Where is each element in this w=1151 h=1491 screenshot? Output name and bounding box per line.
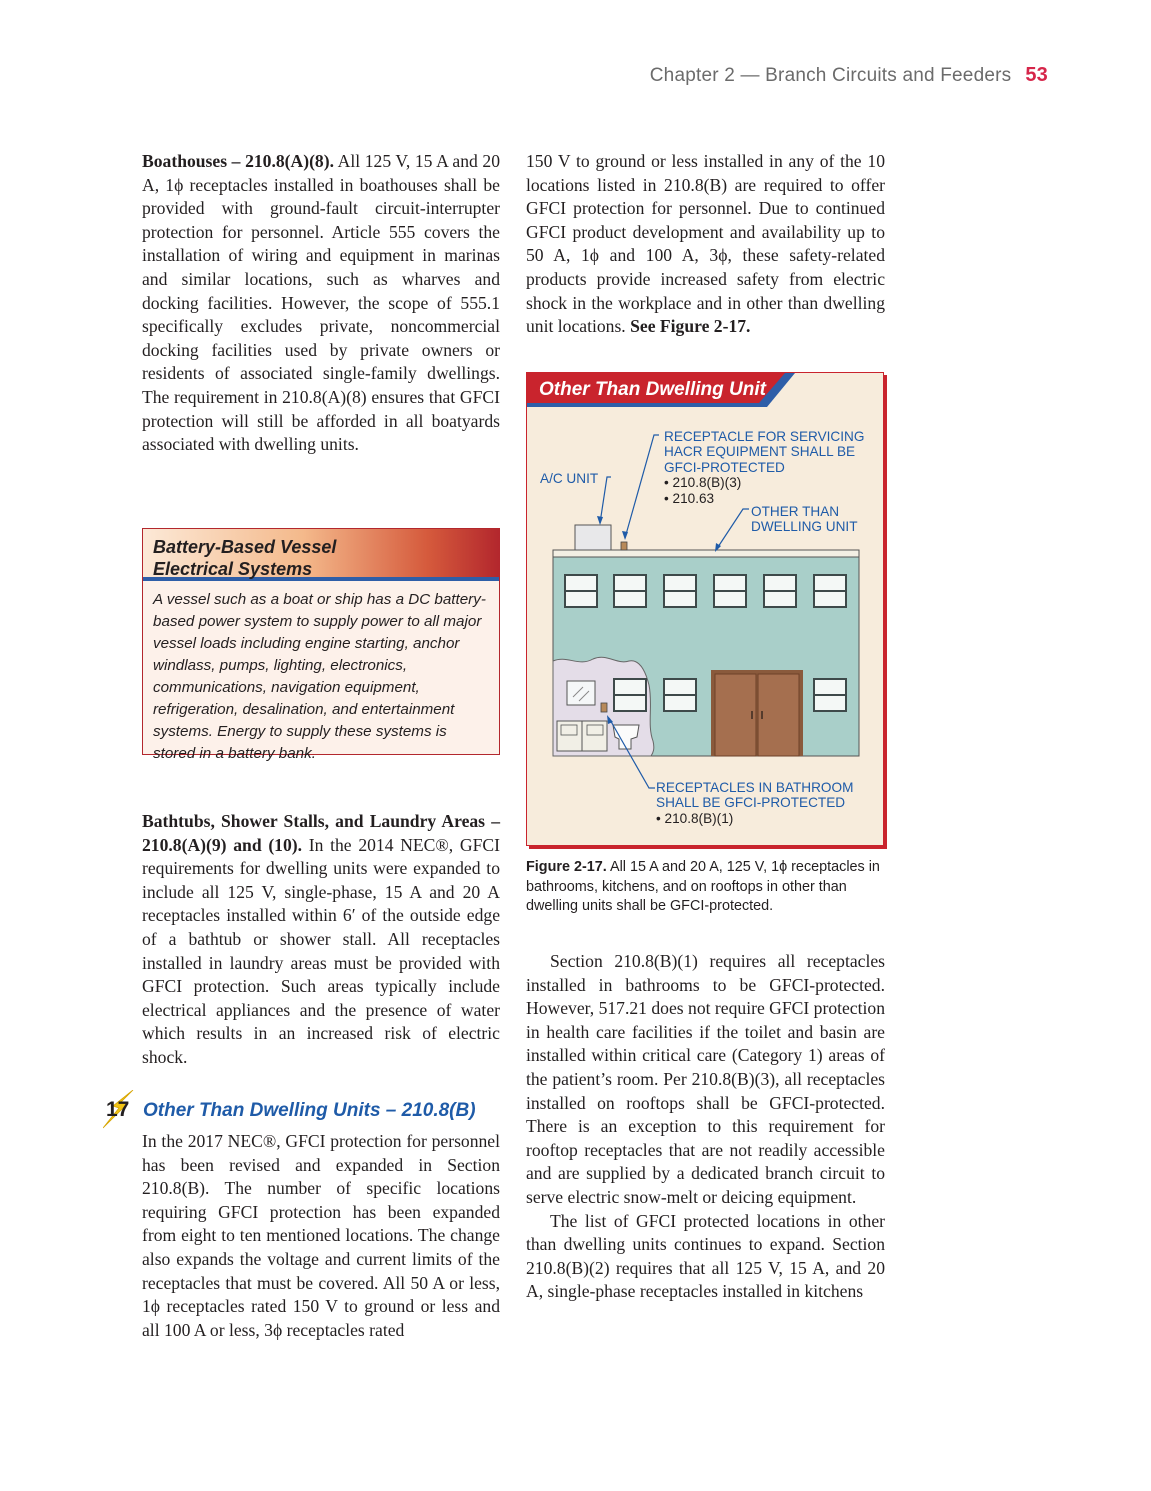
rooftop-receptacle — [621, 542, 627, 550]
figure-2-17 — [526, 372, 884, 846]
bathtubs-paragraph — [142, 810, 500, 1070]
sidebar-title-line2: Electrical Systems — [153, 559, 313, 579]
sidebar-box — [142, 528, 500, 762]
running-title: Chapter 2 — Branch Circuits and Feeders — [649, 65, 1012, 86]
figure-reference: See Figure 2-17. — [630, 316, 751, 337]
section-number: 17 — [106, 1098, 130, 1121]
boathouses-lead: Boathouses – 210.8(A)(8). — [142, 151, 334, 171]
right-paragraph-3: The list of GFCI protected locations in other than dwelling units continues to expand. Section 210.8(B)(2) requires that all 125 V, 15 A, and 20 A, single-phase receptacles installed in kitchens — [526, 1210, 885, 1302]
label-hacr-ref1: • 210.8(B)(3) — [664, 475, 742, 491]
boathouses-text: All 125 V, 15 A and 20 A, 1ϕ receptacles installed in boathouses shall be provided with ground-fault circuit-interrupter protection for personnel. Article 555 covers the installation of wiring and equipment in marinas and similar locations, such as wharves and docking facilities. However, the scope of 555.1 specifically excludes private, noncommercial docking facilities used by private owners or residents of associated single-family dwellings. The requirement in 210.8(A)(8) ensures that GFCI protection will still be afforded in all boatyards associated with dwelling units. — [142, 151, 501, 455]
caption-text: All 15 A and 20 A, 125 V, 1ϕ receptacles in bathrooms, kitchens, and on rooftops in other than dwelling units shall be GFCI-protected. — [526, 859, 880, 915]
boathouses-paragraph — [142, 150, 500, 457]
door-right — [758, 674, 799, 756]
section-title: Other Than Dwelling Units – 210.8(B) — [143, 1100, 476, 1121]
label-bath-line2: SHALL BE GFCI-PROTECTED — [656, 795, 846, 811]
label-hacr-ref2: • 210.63 — [664, 490, 715, 506]
roof-slab — [553, 550, 859, 557]
bathtubs-lead: Bathtubs, Shower Stalls, and Laundry Areas – 210.8(A)(9) and (10). — [142, 811, 500, 855]
right-paragraph-1-text: 150 V to ground or less installed in any of the 10 locations listed in 210.8(B) are required to offer GFCI protection for personnel. Due to continued GFCI product development and availability up to 50 A, 1ϕ and 100 A, 3ϕ, these safety-related products provide increased safety from electric shock in the workplace and in other than dwelling unit locations. — [526, 151, 885, 337]
sidebar-title-line1: Battery-Based Vessel — [153, 537, 337, 557]
mirror — [567, 681, 595, 705]
left-column-bathtubs — [142, 810, 500, 1070]
label-bath-ref: • 210.8(B)(1) — [656, 810, 734, 826]
sidebar-body: A vessel such as a boat or ship has a DC battery-based power system to supply power to all major vessel loads including engine starting, anchor windlass, pumps, lighting, electronics, communications, navigation equipment, refrigeration, desalination, and entertainment systems. Energy to supply these systems is stored in a battery bank. — [153, 591, 486, 762]
left-column-top — [142, 150, 500, 457]
right-column-bottom — [526, 950, 885, 1304]
bathroom-receptacle — [601, 703, 607, 712]
bathtubs-text: In the 2014 NEC®, GFCI requirements for dwelling units were expanded to include all 125 V, single-phase, 15 A and 20 A receptacles installed within 6′ of the outside edge of a bathtub or shower stall. All receptacles installed in laundry areas must be provided with GFCI protection. Such areas typically include electrical appliances and the presence of water which results in an increased risk of electric shock. — [142, 834, 500, 1067]
section-paragraph: In the 2017 NEC®, GFCI protection for personnel has been revised and expanded in Section 210.8(B). The number of specific locations requiring GFCI protection has been expanded from eight to ten mentioned locations. The change also expands the voltage and current limits of the receptacles that must be covered. All 50 A or less, 1ϕ receptacles rated 150 V to ground or less and all 100 A or less, 3ϕ receptacles rated — [142, 1131, 500, 1340]
right-column-top — [526, 150, 885, 339]
label-ac-unit: A/C UNIT — [540, 471, 599, 486]
ac-unit-box — [575, 525, 611, 550]
right-paragraph-2: Section 210.8(B)(1) requires all receptacles installed in bathrooms to be GFCI-protected. However, 517.21 does not require GFCI protection in health care facilities if the toilet and basin are installed within critical care (Category 1) areas of the patient’s room. Per 210.8(B)(3), all receptacles installed on rooftops shall be GFCI-protected. There is an exception to this requirement for rooftop receptacles that are not readily accessible and are supplied by a dedicated branch circuit to serve electric snow-melt or deicing equipment. — [526, 951, 885, 1207]
label-other-line1: OTHER THAN — [751, 504, 840, 519]
sidebar-heading — [143, 529, 499, 581]
right-paragraph-1 — [526, 150, 885, 339]
label-other-than-dwelling — [751, 504, 858, 535]
label-bathroom-receptacles — [656, 780, 853, 826]
label-hacr-line1: RECEPTACLE FOR SERVICING — [664, 429, 865, 444]
figure-caption — [526, 858, 888, 917]
label-hacr-line3: GFCI-PROTECTED — [664, 459, 785, 475]
caption-label: Figure 2-17. — [526, 859, 607, 875]
label-hacr-receptacle — [664, 429, 864, 506]
running-head — [650, 64, 1048, 87]
label-hacr-line2: HACR EQUIPMENT SHALL BE — [664, 444, 856, 460]
left-column-section — [142, 1130, 500, 1342]
door-left — [715, 674, 756, 756]
label-bath-line1: RECEPTACLES IN BATHROOM — [656, 780, 854, 795]
figure-banner-title: Other Than Dwelling Unit — [539, 379, 766, 400]
label-other-line2: DWELLING UNIT — [751, 519, 858, 535]
page-number: 53 — [1025, 64, 1048, 86]
